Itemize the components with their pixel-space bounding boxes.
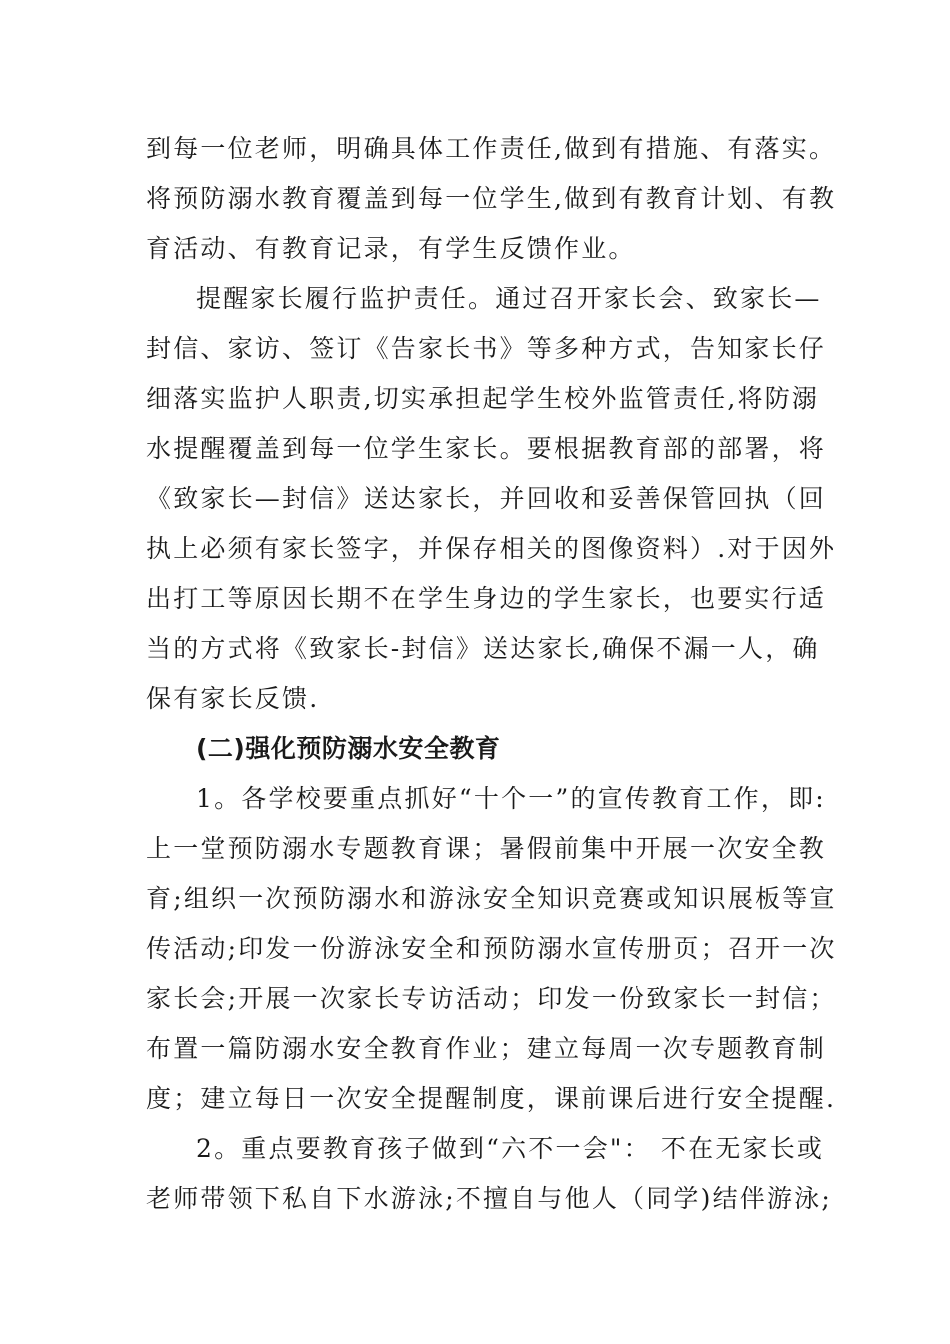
paragraph-line: 将预防溺水教育覆盖到每一位学生,做到有教育计划、有教 bbox=[146, 184, 837, 213]
paragraph-line: 老师带领下私自下水游泳;不擅自与他人（同学)结伴游泳; bbox=[146, 1184, 833, 1213]
paragraph-line: 育;组织一次预防溺水和游泳安全知识竞赛或知识展板等宣 bbox=[146, 884, 837, 913]
paragraph-line: 布置一篇防溺水安全教育作业；建立每周一次专题教育制 bbox=[146, 1034, 827, 1063]
paragraph-line: 出打工等原因长期不在学生身边的学生家长，也要实行适 bbox=[146, 584, 827, 613]
paragraph-line: 2。重点要教育孩子做到“六不一会"： 不在无家长或 bbox=[196, 1134, 825, 1163]
paragraph-line: 育活动、有教育记录，有学生反馈作业。 bbox=[146, 234, 636, 263]
paragraph-line: 《致家长—封信》送达家长，并回收和妥善保管回执（回 bbox=[146, 484, 827, 513]
section-heading: (二)强化预防溺水安全教育 bbox=[196, 734, 501, 763]
paragraph-line: 到每一位老师，明确具体工作责任,做到有措施、有落实。 bbox=[146, 134, 837, 163]
paragraph-line: 封信、家访、签订《告家长书》等多种方式，告知家长仔 bbox=[146, 334, 827, 363]
paragraph-line: 当的方式将《致家长-封信》送达家长,确保不漏一人，确 bbox=[146, 634, 820, 663]
paragraph-line: 提醒家长履行监护责任。通过召开家长会、致家长— bbox=[196, 284, 822, 313]
paragraph-line: 家长会;开展一次家长专访活动；印发一份致家长一封信； bbox=[146, 984, 837, 1013]
paragraph-line: 1。各学校要重点抓好“十个一”的宣传教育工作，即: bbox=[196, 784, 826, 813]
paragraph-line: 传活动;印发一份游泳安全和预防溺水宣传册页；召开一次 bbox=[146, 934, 837, 963]
paragraph-line: 水提醒覆盖到每一位学生家长。要根据教育部的部署，将 bbox=[146, 434, 827, 463]
paragraph-line: 上一堂预防溺水专题教育课；暑假前集中开展一次安全教 bbox=[146, 834, 827, 863]
paragraph-line: 度；建立每日一次安全提醒制度，课前课后进行安全提醒. bbox=[146, 1084, 837, 1113]
paragraph-line: 保有家长反馈. bbox=[146, 684, 320, 713]
paragraph-line: 细落实监护人职责,切实承担起学生校外监管责任,将防溺 bbox=[146, 384, 820, 413]
paragraph-line: 执上必须有家长签字，并保存相关的图像资料）.对于因外 bbox=[146, 534, 837, 563]
